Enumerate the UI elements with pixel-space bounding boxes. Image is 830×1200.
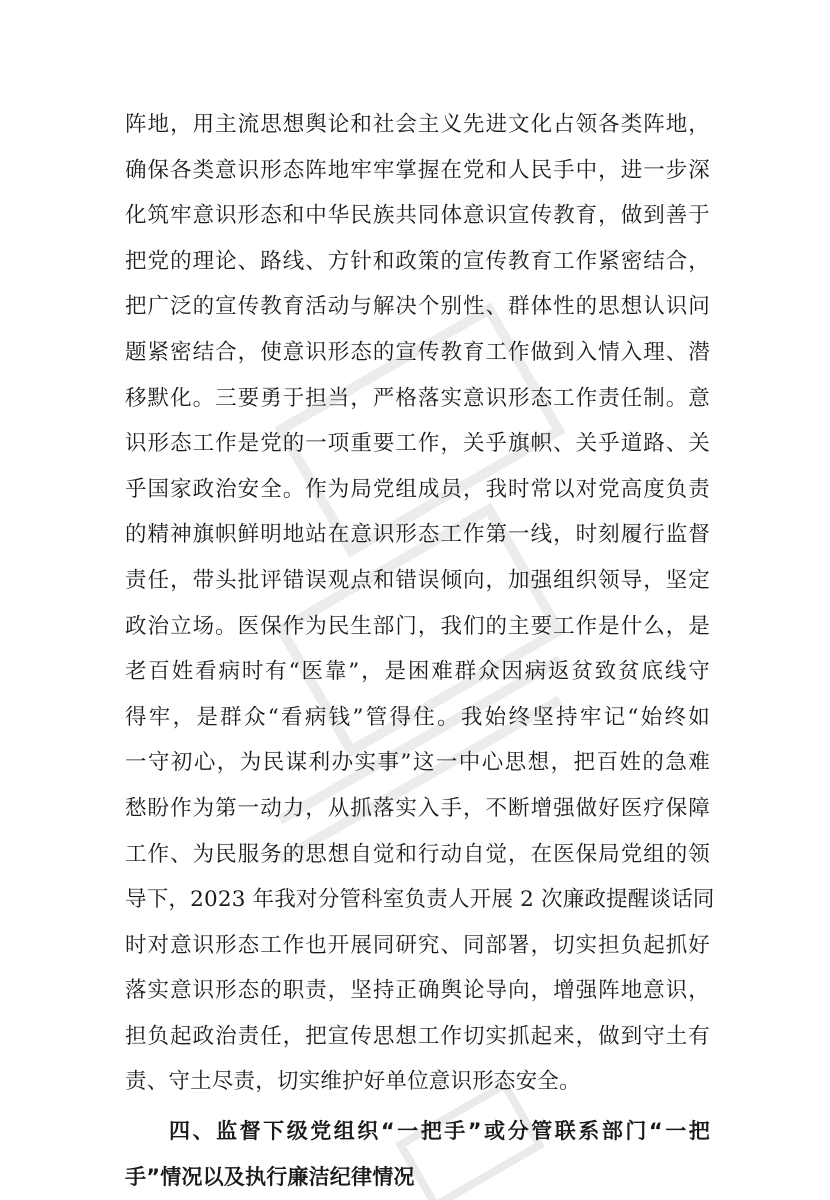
paragraph-line: 阵地，用主流思想舆论和社会主义先进文化占领各类阵地， [125,112,710,137]
body-text [125,102,715,1200]
paragraph-line: 的精神旗帜鲜明地站在意识形态工作第一线，时刻履行监督 [125,522,710,548]
paragraph-line: 把党的理论、路线、方针和政策的宣传教育工作紧密结合， [125,248,710,274]
paragraph-line: 老百姓看病时有“医靠”，是困难群众因病返贫致贫底线守 [125,659,710,685]
paragraph-line: 责任，带头批评错误观点和错误倾向，加强组织领导，坚定 [125,567,710,593]
paragraph-line: 政治立场。医保作为民生部门，我们的主要工作是什么，是 [125,613,710,639]
paragraph-line: 得牢，是群众“看病钱”管得住。我始终坚持牢记“始终如 [125,704,710,730]
paragraph-line: 责、守土尽责，切实维护好单位意识形态安全。 [125,1069,581,1095]
paragraph-line: 移默化。三要勇于担当，严格落实意识形态工作责任制。意 [125,385,710,411]
section-heading-line: 四、监督下级党组织“一把手”或分管联系部门“一把 [169,1119,710,1144]
paragraph-line: 担负起政治责任，把宣传思想工作切实抓起来，做到守土有 [125,1023,710,1049]
paragraph-line: 把广泛的宣传教育活动与解决个别性、群体性的思想认识问 [125,294,710,320]
paragraph-line: 导下，2023 年我对分管科室负责人开展 2 次廉政提醒谈话同 [125,887,715,913]
paragraph-line: 时对意识形态工作也开展同研究、同部署，切实担负起抓好 [125,932,710,958]
paragraph-line: 工作、为民服务的思想自觉和行动自觉，在医保局党组的领 [125,841,710,867]
paragraph-line: 题紧密结合，使意识形态的宣传教育工作做到入情入理、潜 [125,339,710,365]
section-heading-line: 手”情况以及执行廉洁纪律情况 [125,1164,415,1189]
paragraph-line: 愁盼作为第一动力，从抓落实入手，不断增强做好医疗保障 [125,795,710,821]
paragraph-line: 化筑牢意识形态和中华民族共同体意识宣传教育，做到善于 [125,203,710,229]
paragraph-line: 一守初心，为民谋利办实事”这一中心思想，把百姓的急难 [125,750,710,776]
paragraph-line: 识形态工作是党的一项重要工作，关乎旗帜、关乎道路、关 [125,431,710,457]
paragraph-line: 落实意识形态的职责，坚持正确舆论导向，增强阵地意识， [125,978,710,1004]
paragraph-line: 乎国家政治安全。作为局党组成员，我时常以对党高度负责 [125,476,710,502]
paragraph-line: 确保各类意识形态阵地牢牢掌握在党和人民手中，进一步深 [125,157,710,183]
